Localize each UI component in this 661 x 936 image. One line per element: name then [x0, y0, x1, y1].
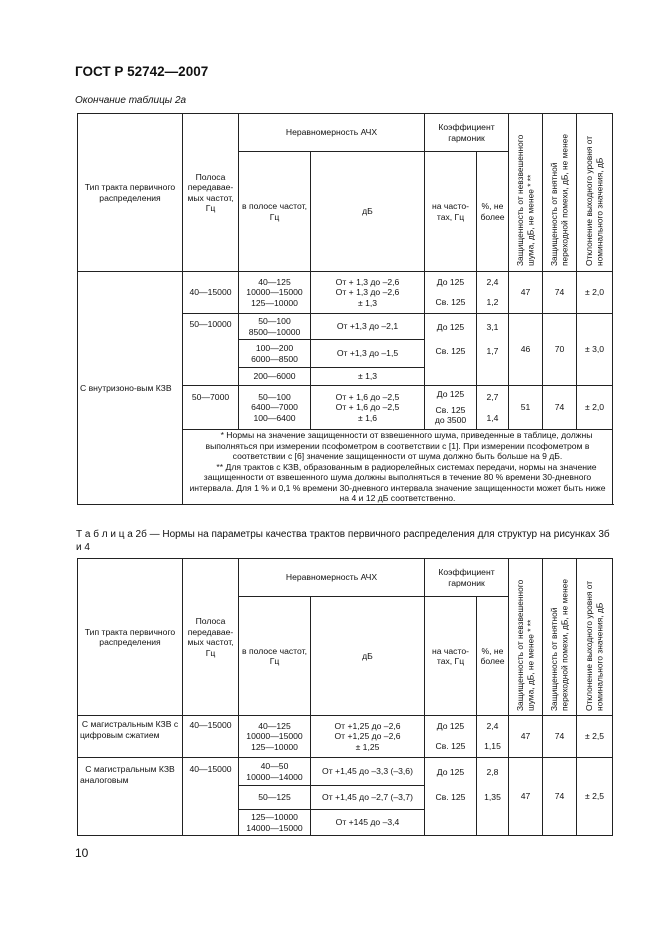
group3-noise: 51	[509, 386, 543, 430]
row1-band: 40—15000	[183, 716, 239, 758]
header-harmonics: Коэффициент гармоник	[425, 114, 509, 152]
header-type: Тип тракта первичного распределения	[78, 114, 183, 272]
header-harm-pct: %, не более	[477, 597, 509, 716]
group2-harm-pct-2: 1,7	[477, 340, 509, 386]
group3-afc-db: От + 1,6 до –2,5 От + 1,6 до –2,5 ± 1,6	[311, 386, 425, 430]
group1-crosstalk: 74	[543, 272, 577, 314]
note-2: ** Для трактов с КЗВ, образованным в радиорелейных системах передачи, нормы на значение защищенности от взвешенного шума должны выполняться в течение 80 % времени 30-дневного интервала. Для 1 % и 0,1 % времени 30-дневного интервала значение защищенности может быть ниже на 4 и 12 дБ соответственно.	[189, 461, 606, 503]
header-crosstalk: Защищенность от внятной переходной помехи, дБ, не менее	[543, 114, 577, 272]
row2-harm-freq-2: Св. 125	[425, 786, 477, 836]
header-noise: Защищенность от невзвешенного шума, дБ, не менее * **	[509, 114, 543, 272]
group3-harm-freq: До 125 Св. 125 до 3500	[425, 386, 477, 430]
row2-afc-db-3: От +145 до –3,4	[311, 810, 425, 836]
table-2a-caption: Окончание таблицы 2а	[75, 95, 187, 106]
table-2b-caption: Т а б л и ц а 2б — Нормы на параметры качества трактов первичного распределения для структур на рисунках 3б и 4	[76, 529, 610, 553]
group2-afc-db-1: От +1,3 до –2,1	[311, 314, 425, 340]
row2-type: С магистральным КЗВ аналоговым	[78, 758, 183, 836]
row2-harm-freq-1: До 125	[425, 758, 477, 786]
row2-band: 40—15000	[183, 758, 239, 836]
group2-afc-db-3: ± 1,3	[311, 368, 425, 386]
group2-crosstalk: 70	[543, 314, 577, 386]
group2-noise: 46	[509, 314, 543, 386]
group1-afc-db: От + 1,3 до –2,6 От + 1,3 до –2,6 ± 1,3	[311, 272, 425, 314]
header-harm-pct: %, не более	[477, 152, 509, 272]
header-afc-db: дБ	[311, 597, 425, 716]
header-harmonics: Коэффициент гармоник	[425, 559, 509, 597]
document-title: ГОСТ Р 52742—2007	[75, 64, 209, 79]
row2-afc-db-2: От +1,45 до –2,7 (–3,7)	[311, 786, 425, 810]
header-band: Полоса передавае-мых частот, Гц	[183, 114, 239, 272]
table-2a	[77, 113, 613, 505]
row1-harm-pct: 2,4 1,15	[477, 716, 509, 758]
group3-afc-band: 50—100 6400—7000 100—6400	[239, 386, 311, 430]
group3-crosstalk: 74	[543, 386, 577, 430]
row2-afc-band-1: 40—50 10000—14000	[239, 758, 311, 786]
row2-crosstalk: 74	[543, 758, 577, 836]
row-type-label: С внутризоно-вым КЗВ	[78, 272, 183, 505]
group1-harm-freq: До 125 Св. 125	[425, 272, 477, 314]
row1-afc-db: От +1,25 до –2,6 От +1,25 до –2,6 ± 1,25	[311, 716, 425, 758]
header-crosstalk: Защищенность от внятной переходной помехи, дБ, не менее	[543, 559, 577, 716]
row1-harm-freq: До 125 Св. 125	[425, 716, 477, 758]
row1-crosstalk: 74	[543, 716, 577, 758]
row2-deviation: ± 2,5	[577, 758, 613, 836]
row2-afc-band-2: 50—125	[239, 786, 311, 810]
group2-band: 50—10000	[183, 314, 239, 386]
group1-deviation: ± 2,0	[577, 272, 613, 314]
group2-afc-db-2: От +1,3 до –1,5	[311, 340, 425, 368]
group2-afc-band-3: 200—6000	[239, 368, 311, 386]
note-1: * Нормы на значение защищенности от взвешенного шума, приведенные в таблице, должны выполняться при измерении псофометром в соответствии с [1]. При измерении псофометром в соответствии с [6] значение защищенности от шума должно быть больше на 9 дБ.	[205, 430, 593, 461]
group2-harm-freq-1: До 125	[425, 314, 477, 340]
header-type: Тип тракта первичного распределения	[78, 559, 183, 716]
row1-noise: 47	[509, 716, 543, 758]
header-deviation: Отклонение выходного уровня от номинального значения, дБ	[577, 559, 613, 716]
group2-afc-band-2: 100—200 6000—8500	[239, 340, 311, 368]
group2-harm-freq-2: Св. 125	[425, 340, 477, 386]
group1-harm-pct: 2,4 1,2	[477, 272, 509, 314]
header-afc-band: в полосе частот, Гц	[239, 597, 311, 716]
header-afc: Неравномерность АЧХ	[239, 559, 425, 597]
group1-noise: 47	[509, 272, 543, 314]
row1-afc-band: 40—125 10000—15000 125—10000	[239, 716, 311, 758]
header-noise: Защищенность от невзвешенного шума, дБ, не менее * **	[509, 559, 543, 716]
row2-afc-db-1: От +1,45 до –3,3 (–3,6)	[311, 758, 425, 786]
header-afc-band: в полосе частот, Гц	[239, 152, 311, 272]
group3-deviation: ± 2,0	[577, 386, 613, 430]
row2-harm-pct-1: 2,8	[477, 758, 509, 786]
header-afc-db: дБ	[311, 152, 425, 272]
table-2a-notes	[183, 430, 613, 505]
header-harm-freq: на часто-тах, Гц	[425, 597, 477, 716]
header-harm-freq: на часто-тах, Гц	[425, 152, 477, 272]
row1-deviation: ± 2,5	[577, 716, 613, 758]
group3-band: 50—7000	[183, 386, 239, 430]
row2-afc-band-3: 125—10000 14000—15000	[239, 810, 311, 836]
table-2b	[77, 558, 613, 836]
group3-harm-pct: 2,7 1,4	[477, 386, 509, 430]
group1-band: 40—15000	[183, 272, 239, 314]
row2-harm-pct-2: 1,35	[477, 786, 509, 836]
header-deviation: Отклонение выходного уровня от номинального значения, дБ	[577, 114, 613, 272]
group2-afc-band-1: 50—100 8500—10000	[239, 314, 311, 340]
group1-afc-band: 40—125 10000—15000 125—10000	[239, 272, 311, 314]
group2-harm-pct-1: 3,1	[477, 314, 509, 340]
row1-type: С магистральным КЗВ с цифровым сжатием	[78, 716, 183, 758]
row2-noise: 47	[509, 758, 543, 836]
page-number: 10	[75, 846, 89, 860]
group2-deviation: ± 3,0	[577, 314, 613, 386]
header-band: Полоса передавае-мых частот, Гц	[183, 559, 239, 716]
header-afc: Неравномерность АЧХ	[239, 114, 425, 152]
